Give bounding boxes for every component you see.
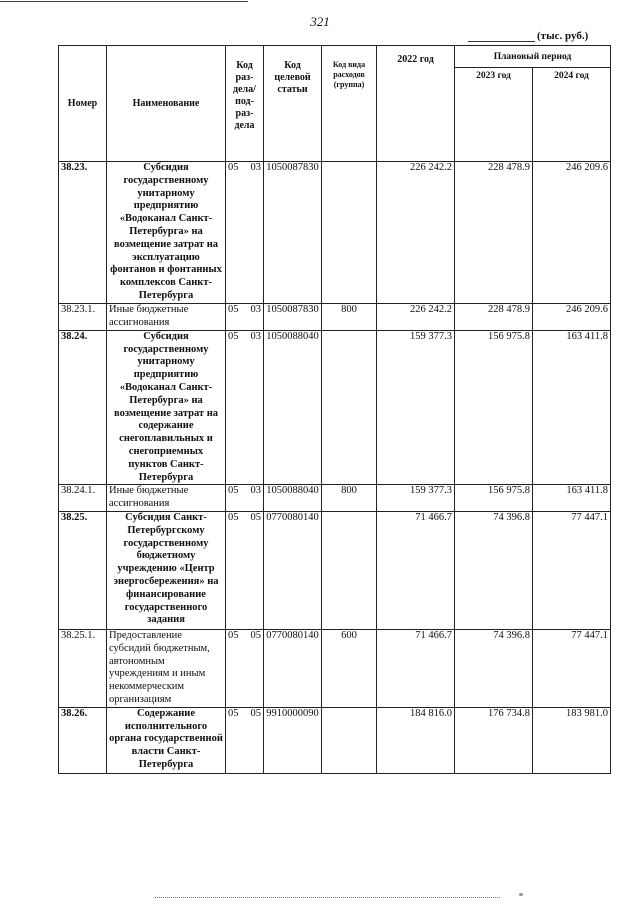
row-target-code: 0770080140 bbox=[264, 511, 322, 629]
section-code: 05 bbox=[228, 162, 239, 173]
table-row bbox=[59, 511, 611, 629]
row-amount-2024: 183 981.0 bbox=[533, 707, 611, 773]
row-amount-2024: 77 447.1 bbox=[533, 511, 611, 629]
row-number: 38.25. bbox=[59, 511, 107, 629]
row-target-code: 1050087830 bbox=[264, 162, 322, 304]
section-code: 05 bbox=[228, 707, 239, 719]
row-name: Содержание исполнительного органа государственной власти Санкт-Петербурга bbox=[107, 707, 226, 773]
subsection-code: 05 bbox=[250, 511, 261, 523]
unit-label: (тыс. руб.) bbox=[537, 30, 589, 42]
row-target-code: 1050088040 bbox=[264, 485, 322, 512]
row-expense-code: 600 bbox=[322, 629, 377, 707]
row-section-code bbox=[226, 485, 264, 512]
row-expense-code bbox=[322, 330, 377, 485]
row-amount-2022: 159 377.3 bbox=[377, 485, 455, 512]
section-code: 05 bbox=[228, 511, 239, 523]
row-amount-2022: 71 466.7 bbox=[377, 511, 455, 629]
section-code: 05 bbox=[228, 485, 239, 497]
subsection-code: 05 bbox=[250, 707, 261, 719]
row-amount-2022: 226 242.2 bbox=[377, 162, 455, 304]
header-year-2022: 2022 год bbox=[377, 46, 455, 162]
row-amount-2023: 176 734.8 bbox=[455, 707, 533, 773]
row-number: 38.24.1. bbox=[59, 485, 107, 512]
page-number: 321 bbox=[310, 14, 330, 29]
row-amount-2024: 163 411.8 bbox=[533, 330, 611, 485]
row-section-code bbox=[226, 707, 264, 773]
row-name: Иные бюджетные ассигнования bbox=[107, 303, 226, 330]
header-planned-period: Плановый период bbox=[455, 46, 611, 68]
subsection-code: 03 bbox=[250, 303, 261, 315]
row-amount-2023: 228 478.9 bbox=[455, 303, 533, 330]
row-amount-2024: 246 209.6 bbox=[533, 303, 611, 330]
row-target-code: 0770080140 bbox=[264, 629, 322, 707]
section-code: 05 bbox=[228, 303, 239, 315]
row-expense-code bbox=[322, 707, 377, 773]
row-amount-2023: 156 975.8 bbox=[455, 330, 533, 485]
row-name: Иные бюджетные ассигнования bbox=[107, 485, 226, 512]
top-rule bbox=[0, 1, 248, 2]
header-year-2024: 2024 год bbox=[533, 68, 611, 162]
row-amount-2022: 184 816.0 bbox=[377, 707, 455, 773]
row-expense-code bbox=[322, 162, 377, 304]
row-amount-2022: 159 377.3 bbox=[377, 330, 455, 485]
row-name: Субсидия государственному унитарному предприятию «Водоканал Санкт-Петербурга» на возмещение затрат на эксплуатацию фонтанов и фонтанных комплексов Санкт-Петербурга bbox=[107, 162, 226, 304]
row-amount-2024: 163 411.8 bbox=[533, 485, 611, 512]
table-row bbox=[59, 303, 611, 330]
table-body bbox=[59, 162, 611, 774]
subsection-code: 03 bbox=[250, 162, 261, 173]
header-section-code: Код раз-дела/ под-раз-дела bbox=[226, 46, 264, 162]
row-target-code: 1050087830 bbox=[264, 303, 322, 330]
row-number: 38.24. bbox=[59, 330, 107, 485]
budget-table bbox=[58, 45, 611, 774]
row-target-code: 1050088040 bbox=[264, 330, 322, 485]
row-name: Субсидия Санкт-Петербургскому государственному бюджетному учреждению «Центр энергосбережения» на финансирование государственного задания bbox=[107, 511, 226, 629]
table-row bbox=[59, 629, 611, 707]
row-name: Субсидия государственному унитарному предприятию «Водоканал Санкт-Петербурга» на возмещение затрат на содержание снегоплавильных и снегоприемных пунктов Санкт-Петербурга bbox=[107, 330, 226, 485]
subsection-code: 03 bbox=[250, 330, 261, 342]
row-amount-2024: 77 447.1 bbox=[533, 629, 611, 707]
row-number: 38.25.1. bbox=[59, 629, 107, 707]
header-name: Наименование bbox=[107, 46, 226, 162]
row-section-code bbox=[226, 303, 264, 330]
header-expense-code: Код вида расходов (группа) bbox=[322, 46, 377, 162]
table-row bbox=[59, 707, 611, 773]
row-amount-2023: 228 478.9 bbox=[455, 162, 533, 304]
section-code: 05 bbox=[228, 629, 239, 641]
row-expense-code: 800 bbox=[322, 485, 377, 512]
row-number: 38.23. bbox=[59, 162, 107, 304]
row-target-code: 9910000090 bbox=[264, 707, 322, 773]
header-number: Номер bbox=[59, 46, 107, 162]
row-amount-2024: 246 209.6 bbox=[533, 162, 611, 304]
header-target-code: Код целевой статьи bbox=[264, 46, 322, 162]
table-row bbox=[59, 162, 611, 304]
row-number: 38.23.1. bbox=[59, 303, 107, 330]
row-name: Предоставление субсидий бюджетным, автономным учреждениям и иным некоммерческим организациям bbox=[107, 629, 226, 707]
row-number: 38.26. bbox=[59, 707, 107, 773]
row-amount-2022: 226 242.2 bbox=[377, 303, 455, 330]
bottom-mark bbox=[519, 893, 523, 896]
row-expense-code bbox=[322, 511, 377, 629]
row-amount-2022: 71 466.7 bbox=[377, 629, 455, 707]
bottom-rule bbox=[155, 897, 500, 898]
subsection-code: 03 bbox=[250, 485, 261, 497]
row-section-code bbox=[226, 330, 264, 485]
row-amount-2023: 156 975.8 bbox=[455, 485, 533, 512]
row-section-code bbox=[226, 511, 264, 629]
header-year-2023: 2023 год bbox=[455, 68, 533, 162]
row-expense-code: 800 bbox=[322, 303, 377, 330]
row-amount-2023: 74 396.8 bbox=[455, 511, 533, 629]
subsection-code: 05 bbox=[250, 629, 261, 641]
row-amount-2023: 74 396.8 bbox=[455, 629, 533, 707]
table-row bbox=[59, 485, 611, 512]
section-code: 05 bbox=[228, 330, 239, 342]
row-section-code bbox=[226, 162, 264, 304]
table-row bbox=[59, 330, 611, 485]
row-section-code bbox=[226, 629, 264, 707]
unit-underline bbox=[468, 41, 535, 42]
